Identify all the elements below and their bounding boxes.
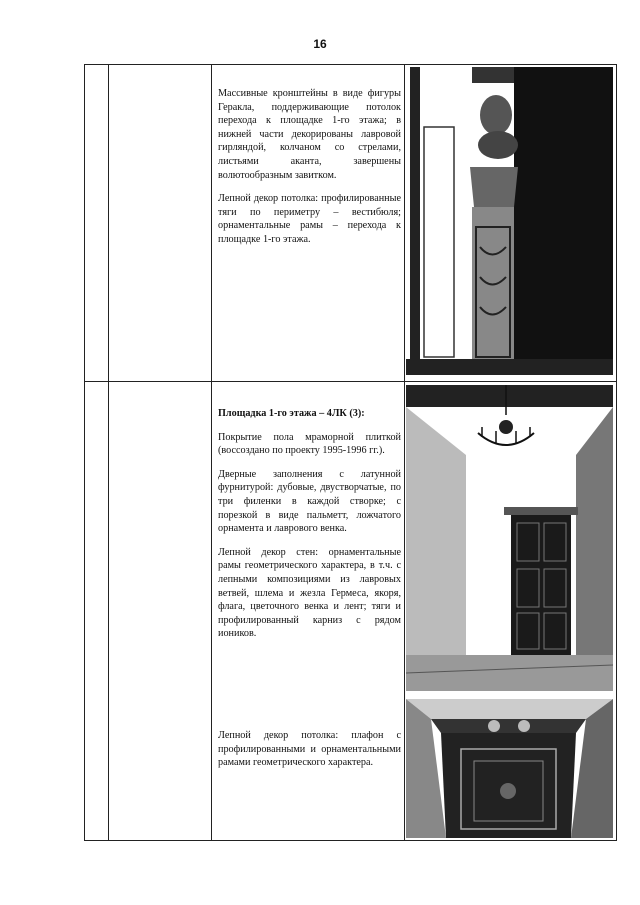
row-2-paragraph-1: Покрытие пола мраморной плиткой (воссоздано по проекту 1995-1996 гг.). bbox=[218, 431, 401, 457]
row-1-description bbox=[218, 87, 401, 257]
row-1-paragraph-1: Массивные кронштейны в виде фигуры Геракла, поддерживающие потолок перехода к площадке 1-го этажа; в нижней части декорированы лавровой гирляндой, колчаном со стрелами, листьями аканта, завершены волютообразным завитком. bbox=[218, 88, 401, 181]
column-divider-2 bbox=[211, 65, 212, 840]
row-2-paragraph-2: Дверные заполнения с латунной фурнитурой: дубовые, двустворчатые, по три филенки в каждой створке; с порезкой в виде пальметт, ложчатого орнамента и лаврового венка. bbox=[218, 468, 401, 535]
table-border-right bbox=[616, 65, 617, 840]
row-2-description bbox=[218, 407, 401, 651]
row-2-paragraph-3: Лепной декор стен: орнаментальные рамы геометрического характера, в т.ч. с лепными композициями из лавровых ветвей, шлема и жезла Гермеса, якоря, флага, цветочного венка и лент; тяги и профилированный карниз с рядом иоников. bbox=[218, 546, 401, 640]
row-3-paragraph-1: Лепной декор потолка: плафон с профилированными и орнаментальными рамами геометрического характера. bbox=[218, 730, 401, 769]
landing-chandelier-image bbox=[406, 385, 613, 691]
row-3-description bbox=[218, 729, 401, 780]
photo-ceiling-plafond bbox=[406, 699, 613, 838]
column-divider-3 bbox=[404, 65, 405, 840]
column-divider-1 bbox=[108, 65, 109, 840]
ceiling-plafond-image bbox=[406, 699, 613, 838]
row-2-heading: Площадка 1-го этажа – 4ЛК (3): bbox=[218, 408, 365, 419]
table-border-left bbox=[84, 65, 85, 840]
photo-landing-chandelier-door bbox=[406, 385, 613, 691]
row-divider-1 bbox=[84, 381, 617, 382]
photo-hercules-bracket bbox=[406, 67, 613, 375]
row-1-paragraph-2: Лепной декор потолка: профилированные тяги по периметру – вестибюля; орнаментальные рамы – перехода к площадке 1-го этажа. bbox=[218, 193, 401, 245]
page-number: 16 bbox=[313, 37, 327, 51]
hercules-bracket-image bbox=[406, 67, 613, 375]
heritage-table bbox=[84, 64, 617, 841]
